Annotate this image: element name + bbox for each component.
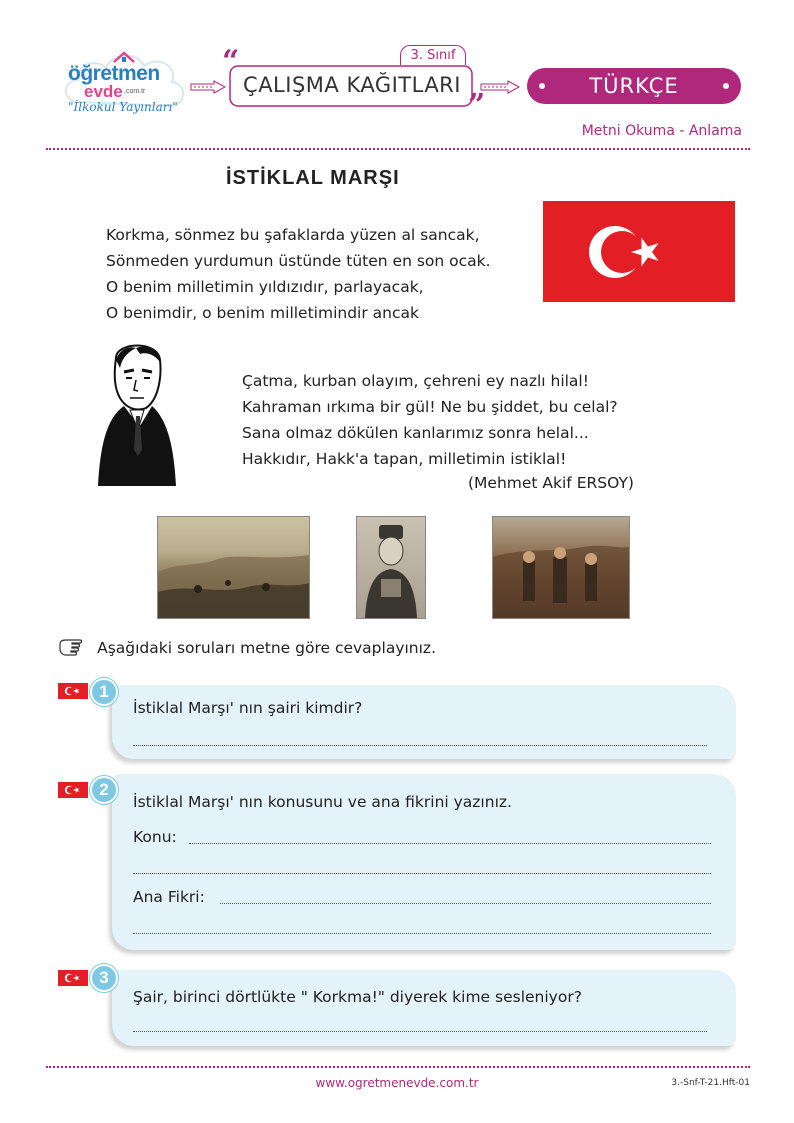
turkish-flag-icon [58,970,88,986]
footer-code: 3.-Snf-T-21.Hft-01 [671,1078,750,1088]
worksheet-title: ÇALIŞMA KAĞITLARI [243,73,461,97]
verse-line: Sönmeden yurdumun üstünde tüten en son ocak. [106,252,491,270]
arrow-right-icon [190,80,226,94]
verse-line: O benimdir, o benim milletimindir ancak [106,304,419,322]
pill-dot-right [723,83,729,89]
poem-author: (Mehmet Akif ERSOY) [468,474,634,492]
soldier-portrait-image [356,516,426,619]
logo-domain: .com.tr [124,88,146,95]
answer-line[interactable] [189,843,711,844]
historic-painting-image [492,516,630,619]
topic-label: Metni Okuma - Anlama [581,123,742,139]
answer-line[interactable] [220,903,711,904]
answer-line[interactable] [133,1031,707,1032]
pointing-hand-icon [58,636,88,660]
pill-dot-left [539,83,545,89]
logo-text-ogretmen: öğretmen [68,62,160,85]
war-painting-image [157,516,310,619]
footer-divider [46,1066,750,1068]
quote-open-icon: “ [222,44,240,79]
question-3-text: Şair, birinci dörtlükte " Korkma!" diyerek kime sesleniyor? [133,988,582,1006]
turkish-flag-icon [58,782,88,798]
logo-tagline: "İlkokul Yayınları" [68,100,178,114]
answer-line[interactable] [133,933,711,934]
turkish-flag-image [543,201,735,302]
question-number: 1 [90,678,118,706]
footer-url[interactable]: www.ogretmenevde.com.tr [315,1076,479,1090]
question-number: 3 [90,964,118,992]
question-3-box [112,970,736,1046]
question-1-text: İstiklal Marşı' nın şairi kimdir? [133,699,363,717]
instruction-text: Aşağıdaki soruları metne göre cevaplayınız. [97,639,436,657]
verse-line: Çatma, kurban olayım, çehreni ey nazlı hilal! [242,372,589,390]
ataturk-portrait [96,338,178,488]
verse-line: Sana olmaz dökülen kanlarımız sonra helal... [242,424,589,442]
topic-field-label: Konu: [133,828,177,846]
answer-line[interactable] [133,873,711,874]
instruction [58,636,436,660]
verse-line: Korkma, sönmez bu şafaklarda yüzen al sancak, [106,226,480,244]
poem-verse-2 [242,368,618,472]
poem-verse-1 [106,222,491,326]
turkish-flag-icon [58,683,88,699]
logo-text-evde: evde [84,82,123,101]
verse-line: Kahraman ırkıma bir gül! Ne bu şiddet, bu celal? [242,398,618,416]
poem-title: İSTİKLAL MARŞI [226,167,400,189]
quote-close-icon: ” [468,88,486,123]
header-divider [46,148,750,150]
question-number: 2 [90,776,118,804]
crescent-star-icon [543,201,735,302]
verse-line: Hakkıdır, Hakk'a tapan, milletimin istiklal! [242,450,567,468]
class-tag: 3. Sınıf [400,45,466,65]
answer-line[interactable] [133,745,707,746]
verse-line: O benim milletimin yıldızıdır, parlayacak, [106,278,424,296]
arrow-right-icon [480,80,520,94]
question-1-box [112,685,736,759]
subject-pill: TÜRKÇE [527,68,741,104]
main-idea-field-label: Ana Fikri: [133,888,205,906]
question-2-text: İstiklal Marşı' nın konusunu ve ana fikrini yazınız. [133,793,512,811]
